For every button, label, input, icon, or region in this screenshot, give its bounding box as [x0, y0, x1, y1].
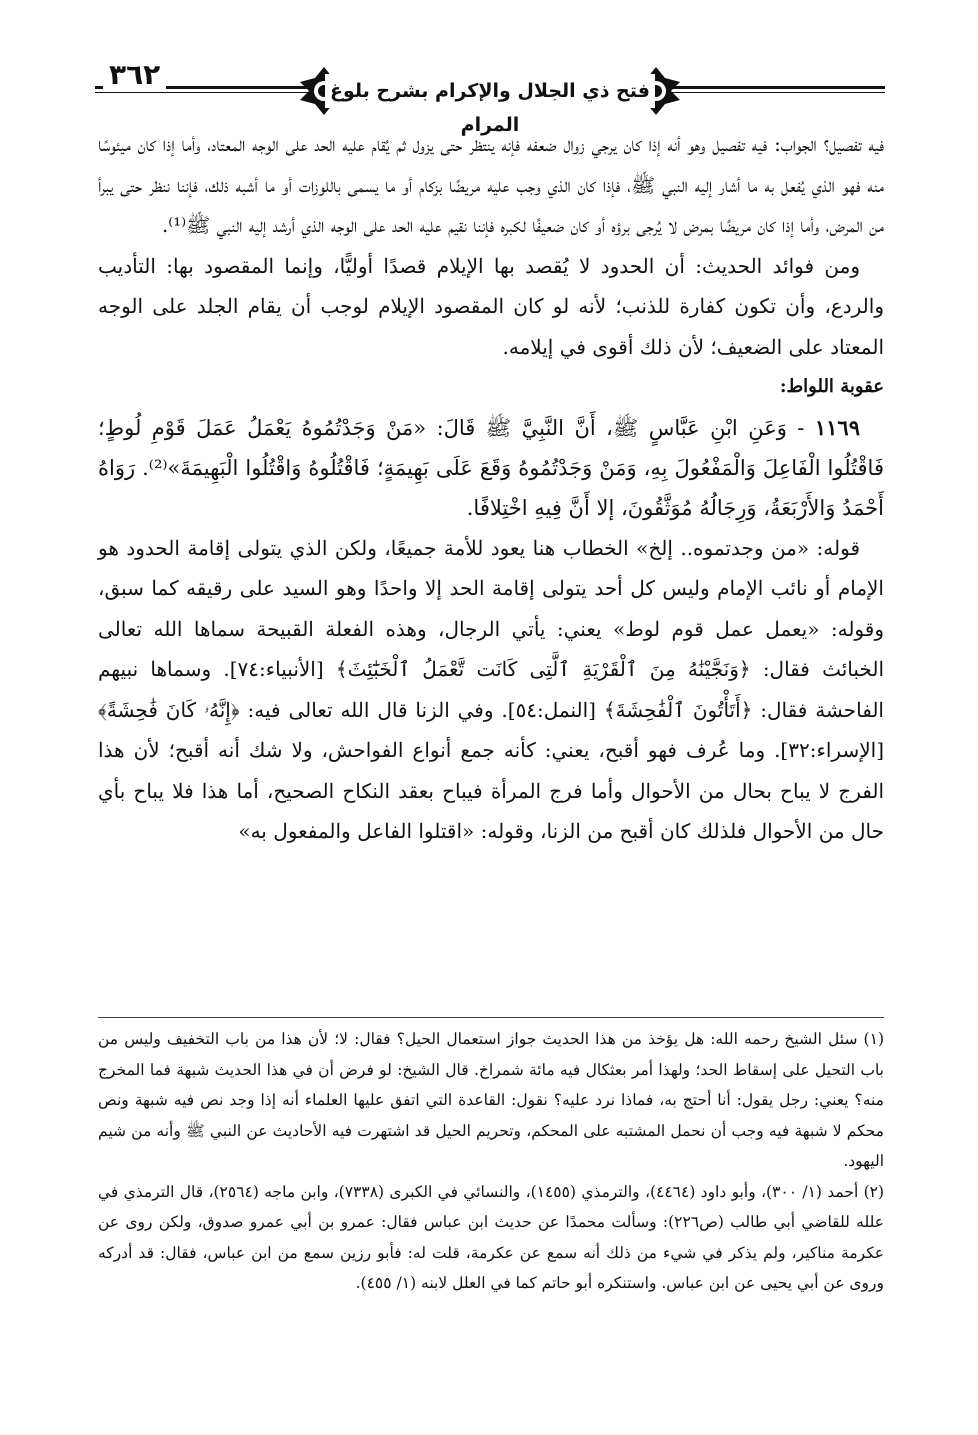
book-title: فتح ذي الجلال والإكرام بشرح بلوغ المرام	[325, 74, 655, 108]
section-heading: عقوبة اللواط:	[779, 376, 884, 397]
paragraph: فيه تفصيل؟ الجواب: فيه تفصيل وهو أنه إذا كان يرجي زوال ضعفه فإنه ينتظر حتى يزول ثم يُقام عليه الحد على الوجه المعتاد، وأما إذا كان ميئوسًا منه فهو الذي يُفعل به ما أشار إليه النبي ﷺ، فإذا كان الذي وجب عليه مريضًا بزكام أو ما يسمى باللوزات أو ما أشبه ذلك، فإننا ننظر حتى يبرأ من المرض، وأما إذا كان مريضًا بمرض لا يُرجى برؤه أو كان ضعيفًا لكبره فإننا نقيم عليه الحد على الوجه الذي أرشد إليه النبي ﷺ⁽¹⁾.	[98, 132, 884, 237]
footnote-divider	[98, 1017, 884, 1018]
footnotes	[98, 1024, 884, 1299]
page-number: ٣٦٢	[103, 58, 166, 91]
hadith-number: ١١٦٩	[814, 414, 860, 440]
main-text	[98, 124, 884, 852]
hadith-text: - وَعَنِ ابْنِ عَبَّاسٍ ﷺ، أَنَّ النَّبِيَّ ﷺ قَالَ: «مَنْ وَجَدْتُمُوهُ يَعْمَلُ عَمَلَ قَوْمِ لُوطٍ؛ فَاقْتُلُوا الْفَاعِلَ وَالْمَفْعُولَ بِهِ، وَمَنْ وَجَدْتُمُوهُ وَقَعَ عَلَى بَهِيمَةٍ؛ فَاقْتُلُوهُ وَاقْتُلُوا الْبَهِيمَةَ»⁽²⁾. رَوَاهُ أَحْمَدُ وَالأَرْبَعَةُ، وَرِجَالُهُ مُوَثَّقُونَ، إلا أَنَّ فِيهِ اخْتِلافًا.	[98, 415, 884, 520]
paragraph: ومن فوائد الحديث: أن الحدود لا يُقصد بها الإيلام قصدًا أوليًّا، وإنما المقصود بها: التأديب والردع، وأن تكون كفارة للذنب؛ لأنه لو كان المقصود الإيلام لوجب أن يقام الجلد على الوجه المعتاد على الضعيف؛ لأن ذلك أقوى في إيلامه.	[98, 253, 884, 359]
hadith-block	[98, 408, 884, 528]
page-header	[95, 56, 885, 136]
paragraph: قوله: «من وجدتموه.. إلخ» الخطاب هنا يعود للأمة جميعًا، ولكن الذي يتولى إقامة الحدود هو الإمام أو نائب الإمام وليس كل أحد يتولى إقامة الحد إلا واحدًا وهو السيد على رقيقه كما سبق، وقوله: «يعمل عمل قوم لوط» يعني: يأتي الرجال، وهذه الفعلة القبيحة سماها الله تعالى الخبائث فقال: ﴿وَنَجَّيْنَٰهُ مِنَ ٱلْقَرْيَةِ ٱلَّتِى كَانَت تَّعْمَلُ ٱلْخَبَٰٓئِثَ﴾ [الأنبياء:٧٤]. وسماها نبيهم الفاحشة فقال: ﴿أَتَأْتُونَ ٱلْفَٰحِشَةَ﴾ [النمل:٥٤]. وفي الزنا قال الله تعالى فيه: ﴿إِنَّهُۥ كَانَ فَٰحِشَةً﴾ [الإسراء:٣٢]. وما عُرف فهو أقبح، يعني: كأنه جمع أنواع الفواحش، ولا شك أنه أقبح؛ لأن هذا الفرج لا يباح بحال من الأحوال وأما فرج المرأة فيباح بعقد النكاح الصحيح، أما هذا فلا يباح بأي حال من الأحوال فلذلك كان أقبح من الزنا، وقوله: «اقتلوا الفاعل والمفعول به»	[98, 535, 884, 843]
footnote-2: (٢) أحمد (١/ ٣٠٠)، وأبو داود (٤٤٦٤)، والترمذي (١٤٥٥)، والنسائي في الكبرى (٧٣٣٨)، وابن ماجه (٢٥٦٤)، قال الترمذي في علله للقاضي أبي طالب (ص٢٢٦): وسألت محمدًا عن حديث ابن عباس فقال: عمرو بن أبي عمرو صدوق، ولكن روى عن عكرمة مناكير، ولم يذكر في شيء من ذلك أنه سمع عن عكرمة، قلت له: فأبو رزين سمع من ابن عباس، فقال: قد أدركه وروى عن أبي يحيى عن ابن عباس. واستنكره أبو حاتم كما في العلل لابنه (١/ ٤٥٥).	[98, 1182, 885, 1292]
footnote-1: (١) سئل الشيخ رحمه الله: هل يؤخذ من هذا الحديث جواز استعمال الحيل؟ فقال: لا؛ لأن هذا من باب التخفيف وليس من باب التحيل على إسقاط الحد؛ ولهذا أمر بعثكال فيه مائة شمراخ. قال الشيخ: لو فرض أن في هذا الحديث شبهة فما المخرج منه؟ يعني: رجل يقول: أنا أحتج به، فماذا نرد عليه؟ نقول: القاعدة التي اتفق عليها العلماء أنه إذا وجد نص فيه شبهة ونص محكم لا شبهة فيه وجب أن نحمل المشتبه على المحكم، وتحريم الحيل قد اشتهرت فيه الأحاديث عن النبي ﷺ وأنه من شيم اليهود.	[98, 1030, 884, 1170]
